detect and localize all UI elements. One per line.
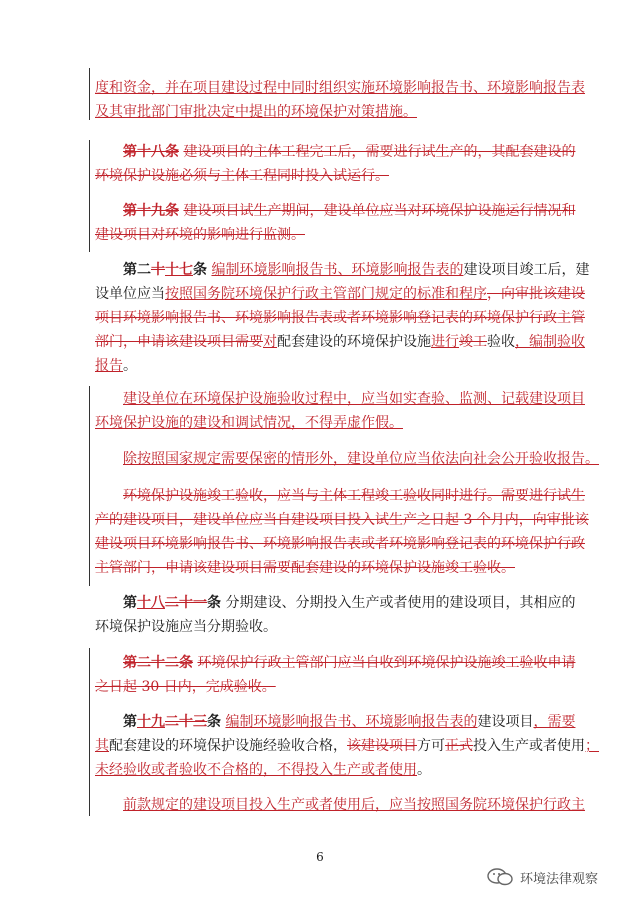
paragraph bbox=[95, 793, 585, 817]
inserted-text: 对 bbox=[263, 334, 277, 350]
body-text: 投入生产或者使用 bbox=[473, 738, 585, 754]
inserted-text: ，需要 bbox=[533, 714, 576, 730]
body-text: 建设项目 bbox=[477, 714, 534, 730]
paragraph bbox=[95, 447, 599, 471]
inserted-text: 按照国务院环境保护行政主管部门规定的标准和程序 bbox=[165, 286, 487, 302]
watermark bbox=[486, 867, 598, 887]
deleted-text: 项目环境影响报告书、环境影响报告表或者环境影响登记表的环境保护行政主管 bbox=[95, 310, 585, 326]
revision-bar bbox=[89, 386, 90, 586]
body-text: 环境保护设施应当分期验收。 bbox=[95, 619, 277, 635]
inserted-text: 进行 bbox=[431, 334, 459, 350]
body-text: 分期建设、分期投入生产或者使用的建设项目，其相应的 bbox=[225, 595, 576, 611]
article-number: 第十九条 bbox=[123, 203, 179, 219]
body-text: 设单位应当 bbox=[95, 286, 165, 302]
body-text: 。 bbox=[417, 762, 431, 778]
article-number: 第十九二十三条 bbox=[123, 714, 221, 730]
body-text: 建设项目竣工后，建 bbox=[463, 262, 590, 278]
article-number: 第十八二十一条 bbox=[123, 595, 221, 611]
deleted-text: 正式 bbox=[445, 738, 473, 754]
deleted-text: 建设项目试生产期间，建设单位应当对环境保护设施运行情况和 bbox=[183, 203, 576, 219]
article-number: 第二十二条 bbox=[123, 655, 193, 671]
revision-bar bbox=[89, 140, 90, 252]
paragraph bbox=[95, 387, 585, 435]
wechat-icon bbox=[486, 867, 514, 887]
inserted-text: 前款规定的建设项目投入生产或者使用后，应当按照国务院环境保护行政主 bbox=[123, 797, 585, 813]
deleted-text: 环境保护设施竣工验收，应当与主体工程竣工验收同时进行。需要进行试生 bbox=[123, 488, 585, 504]
body-text: 方可 bbox=[417, 738, 445, 754]
deleted-text: 环境保护行政主管部门应当自收到环境保护设施竣工验收申请 bbox=[197, 655, 576, 671]
deleted-text: 部门，申请该建设项目需要 bbox=[95, 334, 263, 350]
inserted-text: ，编制验收 bbox=[515, 334, 585, 350]
article-number: 第二十十七条 bbox=[123, 262, 207, 278]
inserted-text: 除按照国家规定需要保密的情形外，建设单位应当依法向社会公开验收报告。 bbox=[123, 451, 599, 467]
body-text: 配套建设的环境保护设施 bbox=[277, 334, 431, 350]
deleted-text: ，向审批该建设 bbox=[487, 286, 585, 302]
deleted-text: 产的建设项目，建设单位应当自建设项目投入试生产之日起 3 个月内，向审批该 bbox=[95, 512, 589, 528]
inserted-text: 建设单位在环境保护设施验收过程中，应当如实查验、监测、记载建设项目 bbox=[123, 391, 585, 407]
inserted-text: ； bbox=[585, 738, 599, 754]
inserted-text: 编制环境影响报告书、环境影响报告表的 bbox=[211, 262, 464, 278]
inserted-text: 编制环境影响报告书、环境影响报告表的 bbox=[225, 714, 478, 730]
watermark-text: 环境法律观察 bbox=[520, 871, 599, 887]
paragraph bbox=[95, 710, 599, 782]
paragraph bbox=[95, 651, 576, 699]
inserted-text: 及其审批部门审批决定中提出的环境保护对策措施。 bbox=[95, 104, 417, 120]
paragraph bbox=[95, 199, 576, 247]
deleted-text: 环境保护设施必须与主体工程同时投入试运行。 bbox=[95, 168, 389, 184]
article-number: 第十八条 bbox=[123, 144, 179, 160]
inserted-text: 度和资金，并在项目建设过程中同时组织实施环境影响报告书、环境影响报告表 bbox=[95, 80, 585, 96]
inserted-text: 其 bbox=[95, 738, 109, 754]
paragraph bbox=[95, 591, 576, 639]
body-text: 配套建设的环境保护设施经验收合格， bbox=[109, 738, 347, 754]
page-number: 6 bbox=[316, 850, 324, 864]
revision-bar bbox=[89, 68, 90, 120]
paragraph bbox=[95, 484, 589, 580]
deleted-text: 该建设项目 bbox=[347, 738, 417, 754]
deleted-text: 主管部门，申请该建设项目需要配套建设的环境保护设施竣工验收。 bbox=[95, 560, 515, 576]
revision-bar bbox=[89, 648, 90, 816]
deleted-text: 建设项目的主体工程完工后，需要进行试生产的，其配套建设的 bbox=[183, 144, 576, 160]
body-text: 验收 bbox=[487, 334, 515, 350]
deleted-text: 之日起 30 日内，完成验收。 bbox=[95, 679, 276, 695]
inserted-text: 未经验收或者验收不合格的，不得投入生产或者使用 bbox=[95, 762, 417, 778]
paragraph bbox=[95, 258, 590, 378]
paragraph bbox=[95, 76, 585, 124]
deleted-text: 建设项目环境影响报告书、环境影响报告表或者环境影响登记表的环境保护行政 bbox=[95, 536, 585, 552]
paragraph bbox=[95, 140, 576, 188]
inserted-text: 环境保护设施的建设和调试情况，不得弄虚作假。 bbox=[95, 415, 403, 431]
inserted-text: 报告 bbox=[95, 358, 123, 374]
deleted-text: 竣工 bbox=[459, 334, 487, 350]
deleted-text: 建设项目对环境的影响进行监测。 bbox=[95, 227, 305, 243]
body-text: 。 bbox=[123, 358, 137, 374]
